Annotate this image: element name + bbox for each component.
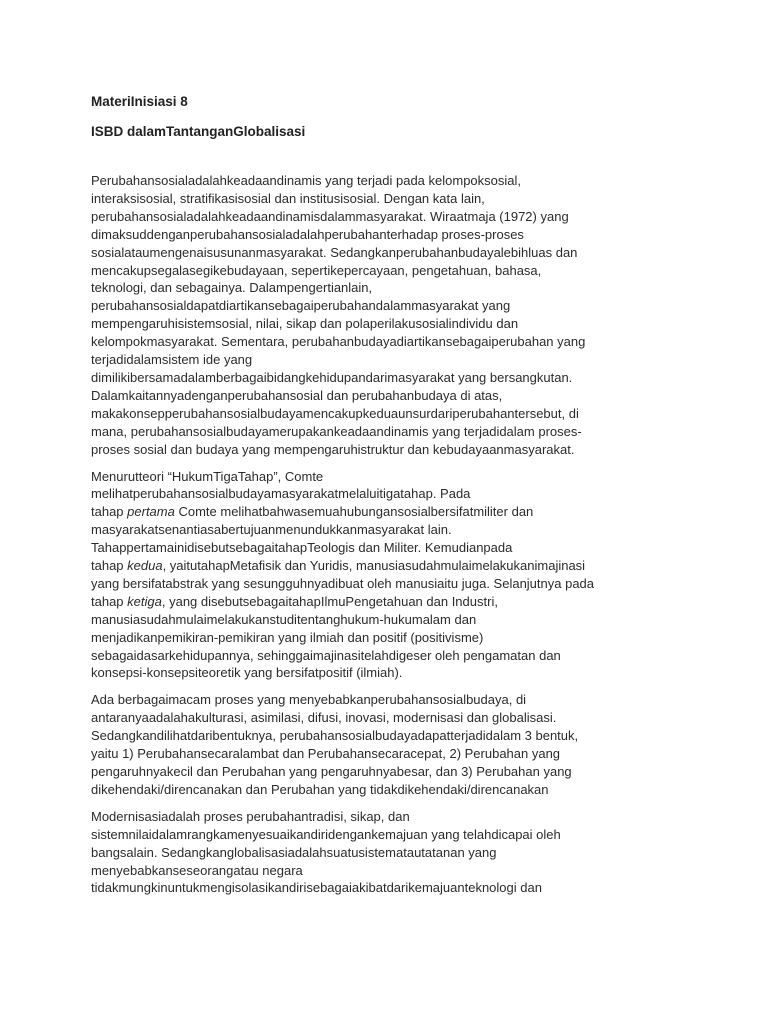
text-line: [91, 691, 691, 709]
text-line: [91, 611, 691, 629]
text-line: [91, 521, 691, 539]
text-run: sebagaidasarkehidupannya, sehinggaimajinasitelahdigeser oleh pengamatan dan: [91, 647, 561, 663]
text-run: Modernisasiadalah proses perubahantradisi, sikap, dan: [91, 808, 410, 824]
text-run: proses sosial dan budaya yang mempengaruhistruktur dan kebudayaanmasyarakat.: [91, 441, 575, 457]
text-line: [91, 745, 691, 763]
text-line: [91, 441, 691, 459]
text-run: Perubahansosialadalahkeadaandinamis yang terjadi pada kelompoksosial,: [91, 173, 522, 188]
text-run: perubahansosialadalahkeadaandinamisdalammasyarakat. Wiraatmaja (1972) yang: [91, 208, 569, 224]
text-line: [91, 879, 691, 897]
text-run: dimaksuddenganperubahansosialadalahperubahanterhadap proses-proses: [91, 226, 524, 242]
text-line: [91, 647, 691, 665]
text-line: [91, 727, 691, 745]
text-run: mana, perubahansosialbudayamerupakankeadaandinamis yang terjadidalam proses-: [91, 423, 582, 439]
text-run: , yaitutahapMetafisik dan Yuridis, manusiasudahmulaimelakukanimajinasi: [162, 558, 586, 574]
text-line: [91, 190, 691, 208]
text-line: [91, 226, 691, 244]
text-line: [91, 844, 691, 862]
document-body: [91, 172, 691, 897]
text-run: yang bersifatabstrak yang sesungguhnyadibuat oleh manusiaitu juga. Selanjutnya pada: [91, 575, 595, 591]
text-run: , yang disebutsebagaitahapIlmuPengetahuan dan Industri,: [161, 593, 498, 609]
text-run: Dalamkaitannyadenganperubahansosial dan perubahanbudaya di atas,: [91, 387, 503, 403]
text-run: Sedangkandilihatdaribentuknya, perubahansosialbudayadapatterjadidalam 3 bentuk,: [91, 728, 579, 744]
paragraph: [91, 808, 691, 898]
document-subtitle: ISBD dalamTantanganGlobalisasi: [91, 124, 306, 139]
text-line: [91, 262, 691, 280]
text-line: [91, 351, 691, 369]
paragraph: [91, 172, 691, 459]
text-line: [91, 405, 691, 423]
text-run: mempengaruhisistemsosial, nilai, sikap dan polaperilakusosialindividu dan: [91, 316, 519, 332]
text-line: [91, 315, 691, 333]
text-line: [91, 387, 691, 405]
text-run: Comte melihatbahwasemuahubungansosialbersifatmiliter dan: [174, 504, 534, 520]
text-line: [91, 279, 691, 297]
emphasized-text: ketiga: [127, 593, 162, 609]
text-line: [91, 763, 691, 781]
text-line: [91, 333, 691, 351]
text-run: masyarakatsenantiasabertujuanmenundukkanmasyarakat lain.: [91, 522, 452, 538]
text-run: dimilikibersamadalamberbagaibidangkehidupandarimasyarakat yang bersangkutan.: [91, 369, 573, 385]
document-page: [91, 92, 691, 906]
paragraph: [91, 691, 691, 798]
text-run: TahappertamainidisebutsebagaitahapTeologis dan Militer. Kemudianpada: [91, 540, 513, 556]
text-line: [91, 781, 691, 799]
text-run: konsepsi-konsepsiteoretik yang bersifatpositif (ilmiah).: [91, 665, 403, 681]
text-run: melihatperubahansosialbudayamasyarakatmelaluitigatahap. Pada: [91, 486, 471, 502]
text-run: mencakupsegalasegikebudayaan, sepertikepercayaan, pengetahuan, bahasa,: [91, 262, 542, 278]
text-run: makakonsepperubahansosialbudayamencakupkeduaunsurdariperubahantersebut, di: [91, 405, 579, 421]
text-line: [91, 808, 691, 826]
text-run: tahap: [91, 593, 128, 609]
text-run: interaksisosial, stratifikasisosial dan institusisosial. Dengan kata lain,: [91, 190, 485, 206]
text-line: [91, 297, 691, 315]
text-line: [91, 709, 691, 727]
text-run: menjadikanpemikiran-pemikiran yang ilmiah dan positif (positivisme): [91, 629, 484, 645]
emphasized-text: kedua: [127, 558, 163, 574]
text-line: [91, 244, 691, 262]
text-line: [91, 539, 691, 557]
text-run: Menurutteori “HukumTigaTahap”, Comte: [91, 468, 324, 484]
text-run: tidakmungkinuntukmengisolasikandirisebagaiakibatdarikemajuanteknologi dan: [91, 880, 542, 896]
text-run: kelompokmasyarakat. Sementara, perubahanbudayadiartikansebagaiperubahan yang: [91, 334, 586, 350]
text-run: tahap: [91, 504, 128, 520]
text-run: sosialataumengenaisusunanmasyarakat. Sedangkanperubahanbudayalebihluas dan: [91, 244, 578, 260]
text-run: Ada berbagaimacam proses yang menyebabkanperubahansosialbudaya, di: [91, 692, 527, 708]
document-title: MateriInisiasi 8: [91, 94, 188, 109]
text-run: antaranyaadalahakulturasi, asimilasi, difusi, inovasi, modernisasi dan globalisasi.: [91, 710, 557, 726]
text-line: [91, 664, 691, 682]
text-run: sistemnilaidalamrangkamenyesuaikandiridengankemajuan yang telahdicapai oleh: [91, 826, 561, 842]
text-line: [91, 862, 691, 880]
text-line: [91, 172, 691, 190]
text-line: [91, 208, 691, 226]
text-line: [91, 423, 691, 441]
text-run: menyebabkanseseorangatau negara: [91, 862, 303, 878]
text-run: pengaruhnyakecil dan Perubahan yang pengaruhnyabesar, dan 3) Perubahan yang: [91, 764, 572, 779]
text-line: [91, 593, 691, 611]
text-line: [91, 503, 691, 521]
emphasized-text: pertama: [127, 504, 175, 520]
text-line: [91, 468, 691, 486]
text-run: tahap: [91, 558, 128, 574]
text-run: perubahansosialdapatdiartikansebagaiperubahandalammasyarakat yang: [91, 298, 511, 314]
text-line: [91, 485, 691, 503]
paragraph: [91, 468, 691, 683]
text-line: [91, 826, 691, 844]
text-line: [91, 575, 691, 593]
text-run: yaitu 1) Perubahansecaralambat dan Perubahansecaracepat, 2) Perubahan yang: [91, 746, 561, 762]
text-run: teknologi, dan sebagainya. Dalampengertianlain,: [91, 280, 373, 296]
text-line: [91, 369, 691, 387]
text-run: terjadidalamsistem ide yang: [91, 352, 253, 368]
text-line: [91, 557, 691, 575]
text-run: dikehendaki/direncanakan dan Perubahan yang tidakdikehendaki/direncanakan: [91, 781, 549, 797]
text-run: bangsalain. Sedangkanglobalisasiadalahsuatusistematautatanan yang: [91, 844, 497, 860]
text-run: manusiasudahmulaimelakukanstuditentanghukum-hukumalam dan: [91, 611, 477, 627]
text-line: [91, 629, 691, 647]
